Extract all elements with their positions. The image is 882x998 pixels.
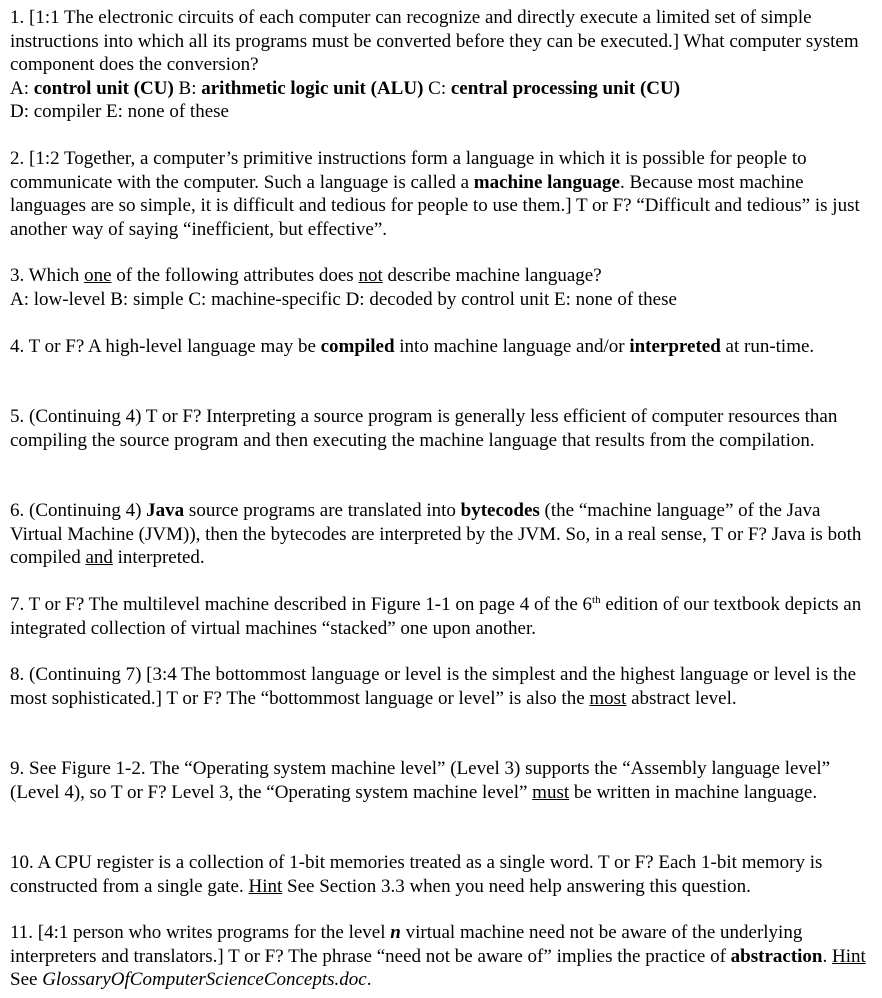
text-run: source programs are translated into: [184, 500, 461, 521]
question-6: [10, 499, 872, 570]
text-run: C:: [423, 77, 451, 99]
text-run: 10. A CPU register is a collection of 1-bit memories treated as a single word. T or F? Each 1-bit memory is constructed from a single gate.: [10, 852, 823, 897]
text-run: central processing unit (CU): [450, 77, 681, 99]
text-run: 3. Which: [10, 265, 85, 286]
text-run: describe machine language?: [382, 265, 602, 286]
text-run: 6. (Continuing 4): [10, 500, 147, 521]
text-run: interpreted: [629, 336, 721, 357]
text-run: D: compiler E: none of these: [10, 101, 229, 122]
text-run: GlossaryOfComputerScienceConcepts.doc: [42, 969, 367, 990]
text-run: .: [822, 945, 832, 967]
text-run: Java: [146, 500, 185, 521]
text-run: A:: [10, 77, 34, 99]
text-run: 5. (Continuing 4) T or F? Interpreting a source program is generally less efficient of computer resources than compiling the source program and then executing the machine language that results from the compilation.: [10, 406, 838, 451]
text-run: See Section 3.3 when you need help answering this question.: [282, 875, 751, 897]
text-run: abstract level.: [626, 687, 737, 709]
text-run: 8. (Continuing 7) [3:4 The bottommost language or level is the simplest and the highest language or level is the most sophisticated.] T or F? The “bottommost language or level” is also the: [10, 664, 857, 709]
text-run: 2. [1:2 Together, a computer’s primitive instructions form a language in which it is possible for people to communicate with the computer. Such a language is called a: [10, 148, 807, 193]
question-8: [10, 663, 872, 710]
text-run: 9. See Figure 1-2. The “Operating system machine level” (Level 3) supports the “Assembly language level” (Level 4), so T or F? Level 3, the “Operating system machine level”: [10, 758, 831, 803]
text-run: into machine language and/or: [394, 336, 630, 357]
text-run: 1. [1:1 The electronic circuits of each computer can recognize and directly execute a limited set of simple instructions into which all its programs must be converted before they can be executed.] What computer system component does the conversion?: [10, 7, 859, 75]
text-run: at run-time.: [720, 336, 815, 357]
text-run: 4. T or F? A high-level language may be: [10, 336, 321, 357]
question-3: [10, 264, 872, 311]
question-2: [10, 147, 872, 241]
text-run: machine language: [473, 171, 620, 193]
question-7: [10, 593, 872, 640]
text-run: control unit (CU): [33, 77, 174, 99]
text-run: A: low-level B: simple C: machine-specific D: decoded by control unit E: none of these: [10, 288, 677, 310]
text-run: virtual machine need not be aware of the underlying interpreters and translators.] T or F? The phrase “need not be aware of” implies the practice of: [10, 922, 803, 967]
text-run: (the “machine language” of the Java Virtual Machine (JVM)), then the bytecodes are interpreted by the JVM. So, in a real sense, T or F? Java is both compiled: [10, 500, 862, 568]
text-run: abstraction: [730, 945, 823, 967]
text-run: 7. T or F? The multilevel machine described in Figure 1-1 on page 4 of the 6: [10, 594, 593, 615]
text-run: and: [85, 547, 113, 568]
text-run: B:: [173, 77, 202, 99]
text-run: compiled: [320, 336, 395, 357]
text-run: Hint: [832, 945, 866, 967]
text-run: bytecodes: [460, 500, 540, 521]
text-run: be written in machine language.: [569, 781, 818, 803]
question-4: [10, 335, 872, 359]
text-run: one: [84, 265, 112, 286]
question-1: [10, 6, 872, 124]
question-5: [10, 405, 872, 452]
text-run: 11. [4:1 person who writes programs for the level: [10, 922, 391, 943]
text-run: See: [10, 969, 43, 990]
question-10: [10, 851, 872, 898]
text-run: interpreted.: [112, 547, 205, 568]
text-run: .: [366, 969, 372, 990]
text-run: th: [592, 594, 601, 606]
text-run: must: [532, 781, 570, 803]
text-run: of the following attributes does: [111, 265, 359, 286]
text-run: arithmetic logic unit (ALU): [201, 77, 424, 99]
text-run: not: [358, 265, 383, 286]
text-run: n: [390, 922, 401, 943]
text-run: edition of our textbook depicts an integrated collection of virtual machines “stacked” one upon another.: [10, 594, 862, 639]
text-run: . Because most machine languages are so simple, it is difficult and tedious for people to use them.] T or F? “Difficult and tedious” is just another way of saying “inefficient, but effective”.: [10, 171, 860, 240]
text-run: Hint: [248, 875, 283, 897]
text-run: most: [589, 687, 627, 709]
question-11: [10, 921, 872, 992]
question-9: [10, 757, 872, 804]
